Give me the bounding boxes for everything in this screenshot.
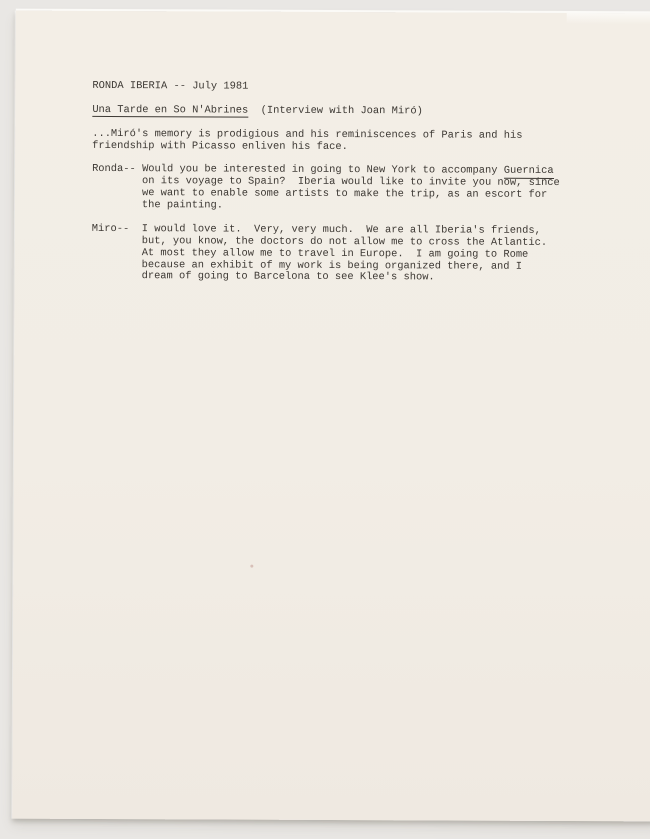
answer-line: At most they allow me to travel in Europe. I am going to Rome: [141, 246, 529, 261]
guernica-underlined-text: Guernica: [503, 165, 554, 178]
title-annotation: (Interview with Joan Miró): [248, 104, 423, 118]
answer-line: but, you know, the doctors do not allow me to cross the Atlantic.: [141, 234, 548, 249]
paper-speck: [250, 565, 253, 568]
miro-answer-text: [142, 224, 548, 285]
question-line-text: Would you be interested in going to New York to accompany: [142, 163, 504, 178]
question-line: on its voyage to Spain? Iberia would like to invite you now, since: [141, 175, 560, 190]
intro-paragraph: [92, 129, 560, 155]
title-underlined-text: Una Tarde en So N'Abrines: [92, 103, 249, 117]
speaker-label-miro: Miro--: [91, 222, 130, 235]
document-title: [92, 105, 560, 119]
answer-line: because an exhibit of my work is being organized there, and I: [141, 258, 523, 273]
answer-line: dream of going to Barcelona to see Klee's show.: [141, 270, 435, 284]
document-header: RONDA IBERIA -- July 1981: [92, 79, 249, 93]
answer-line: I would love it. Very, very much. We are all Iberia's friends,: [141, 222, 541, 237]
question-line: the painting.: [141, 199, 224, 212]
question-line: we want to enable some artists to make the trip, as an escort for: [141, 187, 548, 202]
intro-line: ...Miró's memory is prodigious and his reminiscences of Paris and his: [92, 127, 523, 142]
typewriter-text: [92, 81, 561, 285]
qa-ronda-question: [92, 164, 560, 214]
document-page: [12, 11, 650, 822]
qa-miro-answer: [92, 224, 560, 286]
paper-corner-highlight: [567, 13, 650, 24]
intro-line: friendship with Picasso enliven his face.: [92, 139, 348, 153]
ronda-question-text: [142, 164, 560, 213]
speaker-label-ronda: Ronda--: [92, 163, 136, 176]
